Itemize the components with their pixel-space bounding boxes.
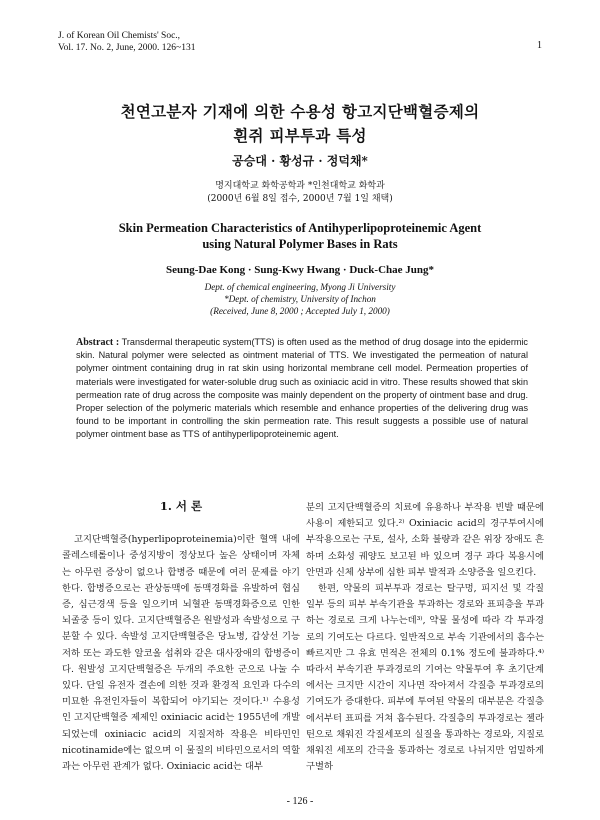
korean-received-line: (2000년 6월 8일 접수, 2000년 7월 1일 채택)	[207, 194, 393, 204]
right-column	[306, 500, 544, 775]
abstract-text: Transdermal therapeutic system(TTS) is often used as the method of drug dosage into the epidermic skin. Natural polymer were selected as ointment material of TTS. We investigated the permeation of natural polymer ointment containing drug in rat skin using horizontal membrane cell model. Permeation properties of materials were investigated for water-soluble drug such as oxiniacic acid in vitro. These results showed that skin permeation rate of drug across the composite was mainly dependent on the property of ointment base and drug. Proper selection of the polymeric materials which resemble and enhance properties of the delivering drug was found to be important in controlling the skin permeation rate. This result suggests a possible use of natural polymer ointment base as TTS of antihyperlipoproteinemic agent.	[76, 337, 528, 440]
korean-affiliation-line1: 명지대학교 화학공학과 *인천대학교 화학과	[215, 181, 385, 191]
english-affiliation-line2: *Dept. of chemistry, University of Inchon	[224, 294, 376, 304]
korean-title	[0, 100, 600, 148]
korean-affiliation	[0, 180, 600, 206]
korean-title-line1: 천연고분자 기재에 의한 수용성 항고지단백혈증제의	[120, 102, 480, 121]
abstract	[76, 336, 528, 442]
intro-paragraph-2: 분의 고지단백혈증의 치료에 유용하나 부작용 빈발 때문에 사용이 제한되고 있다.²⁾ Oxiniacic acid의 경구투여시에 부작용으로는 구토, 설사, 소화 불량과 같은 위장 장애도 흔하며 소화성 궤양도 보고된 바 있으며 경구 과다 복용시에 안면과 신체 상부에 심한 피부 발적과 소양증을 일으킨다.	[306, 502, 544, 578]
journal-volume: Vol. 17. No. 2, June, 2000. 126~131	[58, 43, 196, 53]
english-title	[0, 220, 600, 252]
left-column	[62, 494, 300, 775]
english-title-line1: Skin Permeation Characteristics of Antihyperlipoproteinemic Agent	[118, 221, 482, 235]
section-heading: 1. 서 론	[159, 499, 203, 513]
korean-authors: 공승대 · 황성규 · 정덕채*	[232, 154, 368, 168]
english-received-line: (Received, June 8, 2000 ; Accepted July 1, 2000)	[210, 306, 390, 316]
korean-title-line2: 흰쥐 피부투과 특성	[233, 126, 367, 145]
english-affiliation-line1: Dept. of chemical engineering, Myong Ji University	[204, 282, 396, 292]
intro-paragraph-3: 한편, 약물의 피부투과 경로는 탈구멍, 피지선 및 각질 일부 등의 피부 부속기관을 투과하는 경로와 표피층을 투과하는 경로로 크게 나누는데³⁾, 약물 물성에 따라 각 투과경로의 기여도는 다르다. 일반적으로 부속 기관에서의 흡수는 빠르지만 그 유효 면적은 전체의 0.1% 정도에 불과하다.⁴⁾ 따라서 부속기관 투과경로의 기여는 약물투여 후 초기단계에서는 크지만 시간이 지나면 작아져서 각질층 투과경로의 기여도가 증대한다. 피부에 투여된 약물의 대부분은 각질층에서부터 표피를 거쳐 흡수된다. 각질층의 투과경로는 젤라틴으로 채워진 각질세포의 실질을 통과하는 경로와, 지질로 채워진 세포의 간극을 통과하는 경로로 나뉘지만 엄밀하게 구별하	[306, 583, 544, 773]
page-number: 1	[537, 40, 542, 51]
abstract-label: Abstract :	[76, 337, 120, 348]
journal-citation	[58, 30, 195, 54]
intro-paragraph-1: 고지단백혈증(hyperlipoproteinemia)이란 혈액 내에 콜레스테롤이나 중성지방이 정상보다 높은 상태이며 자체는 아무런 증상이 없으나 합병증 때문에 여러 문제를 야기한다. 합병증으로는 관상동맥에 동맥경화를 유발하여 협심증, 심근경색 등을 일으키며 뇌혈관 동맥경화증으로 인한 뇌졸중 등이 있다. 고지단백혈증은 원발성과 속발성으로 구분할 수 있다. 속발성 고지단백혈증은 당뇨병, 갑상선 기능저하 또는 과도한 알코올 섭취와 같은 대사장애의 합병증이다. 원발성 고지단백혈증은 두개의 주요한 군으로 나눌 수 있다. 단일 유전자 결손에 의한 것과 환경적 요인과 다수의 미묘한 유전인자들이 복합되어 야기되는 것이다.¹⁾ 수용성인 고지단백혈증 제제인 oxiniacic acid는 1955년에 개발되었는데 oxiniacic acid의 지질저하 작용은 비타민인 nicotinamide에는 없으며 이 물질의 비타민으로서의 역할과는 아무런 관계가 없다. Oxiniacic acid는 대부	[62, 534, 300, 773]
english-affiliation	[0, 281, 600, 317]
journal-name: J. of Korean Oil Chemists' Soc.,	[58, 31, 181, 41]
english-title-line2: using Natural Polymer Bases in Rats	[202, 237, 398, 251]
english-authors: Seung-Dae Kong · Sung-Kwy Hwang · Duck-Chae Jung*	[165, 264, 435, 276]
page-footer-number: - 126 -	[286, 796, 314, 807]
